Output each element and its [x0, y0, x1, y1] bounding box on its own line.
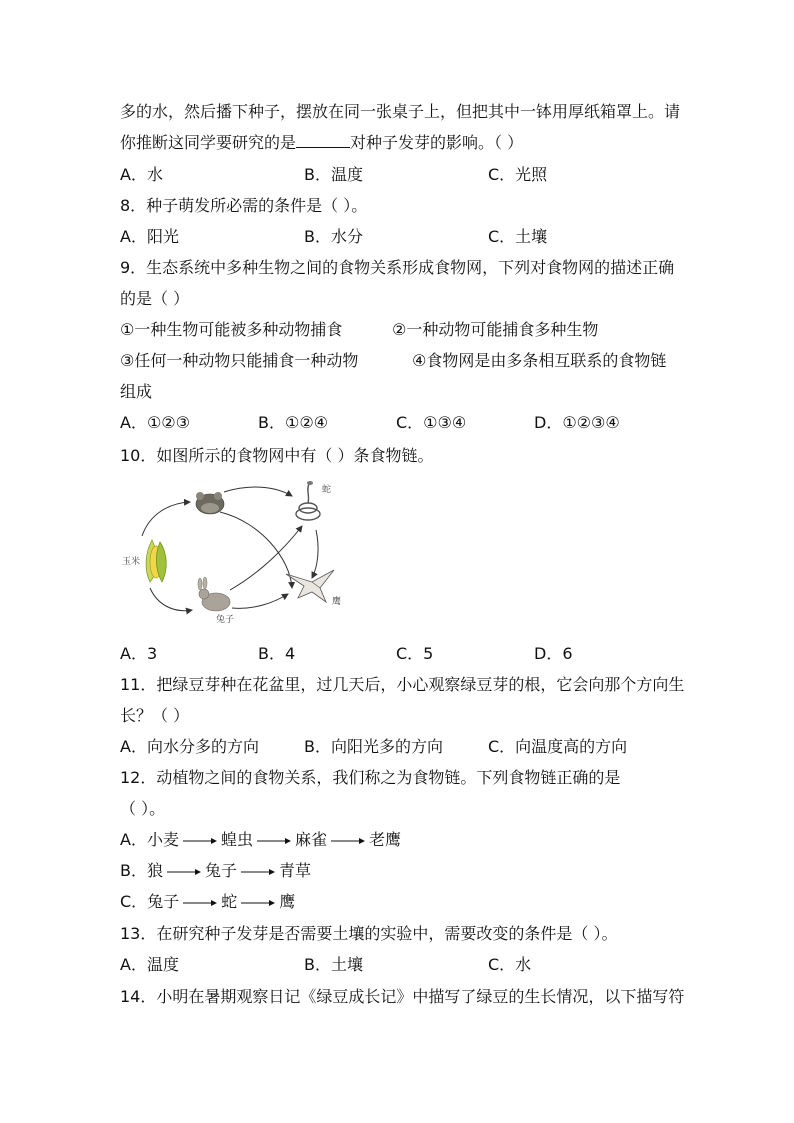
right-arrow-icon — [331, 836, 365, 846]
hawk-label: 鹰 — [332, 597, 342, 607]
q12-text-line2: （ ）。 — [120, 799, 166, 818]
q7-option-b: B．温度 — [304, 165, 363, 184]
arrow-snake-to-hawk — [312, 530, 318, 578]
q13-option-b: B．土壤 — [304, 955, 363, 974]
q11-text-line1: 11．把绿豆芽种在花盆里，过几天后，小心观察绿豆芽的根，它会向那个方向生 — [120, 675, 685, 694]
q9-option-c: C．①③④ — [396, 413, 467, 432]
q9-statement-1: ①一种生物可能被多种动物捕食 — [120, 320, 343, 339]
q10-option-c: C．5 — [396, 644, 434, 663]
q13-option-c: C．水 — [488, 955, 532, 974]
chain-item: 狼 — [146, 861, 163, 880]
q7-text-part2: 对种子发芽的影响。（ ） — [350, 133, 524, 152]
arrow-corn-to-rabbit — [150, 588, 192, 611]
q10-option-b: B．4 — [258, 644, 296, 663]
arrow-corn-to-mouse — [142, 502, 190, 536]
right-arrow-icon — [167, 867, 201, 877]
snake-icon — [296, 481, 320, 520]
q9-option-a: A．①②③ — [120, 413, 190, 432]
q11-option-b: B．向阳光多的方向 — [304, 737, 443, 756]
chain-item: 麻雀 — [294, 830, 327, 849]
right-arrow-icon — [183, 836, 217, 846]
q7-text-line1: 多的水，然后播下种子，摆放在同一张桌子上，但把其中一钵用厚纸箱罩上。请 — [120, 102, 681, 121]
q12-option-c-prefix: C． — [120, 892, 148, 911]
q12-option-a — [120, 830, 401, 850]
corn-label: 玉米 — [122, 557, 141, 567]
q8-option-c: C．土壤 — [488, 227, 548, 246]
q8-text: 8．种子萌发所必需的条件是（ ）。 — [120, 196, 368, 215]
q11-option-a: A．向水分多的方向 — [120, 737, 259, 756]
q12-text-line1: 12．动植物之间的食物关系，我们称之为食物链。下列食物链正确的是 — [120, 768, 621, 787]
q8-option-a: A．阳光 — [120, 227, 179, 246]
q9-statement-3: ③任何一种动物只能捕食一种动物 — [120, 351, 359, 370]
q7-blank — [296, 133, 350, 148]
chain-item: 蝗虫 — [220, 830, 253, 849]
q12-option-c — [120, 892, 295, 912]
q12-option-b-prefix: B． — [120, 861, 147, 880]
chain-item: 老鹰 — [369, 830, 402, 849]
chain-item: 兔子 — [205, 861, 238, 880]
q10-option-d: D．6 — [534, 644, 573, 663]
q9-statement-4: ④食物网是由多条相互联系的食物链 — [412, 351, 667, 370]
right-arrow-icon — [241, 898, 275, 908]
arrow-rabbit-to-hawk — [232, 594, 288, 608]
chain-item: 青草 — [279, 861, 312, 880]
chain-item: 小麦 — [146, 830, 179, 849]
q7-option-a: A．水 — [120, 165, 163, 184]
q13-text: 13．在研究种子发芽是否需要土壤的实验中，需要改变的条件是（ ）。 — [120, 924, 618, 943]
snake-label: 蛇 — [322, 485, 332, 495]
right-arrow-icon — [241, 867, 275, 877]
q14-text: 14．小明在暑期观察日记《绿豆成长记》中描写了绿豆的生长情况，以下描写符 — [120, 987, 685, 1006]
q11-option-c: C．向温度高的方向 — [488, 737, 628, 756]
q8-option-b: B．水分 — [304, 227, 363, 246]
q10-option-a: A．3 — [120, 644, 158, 663]
right-arrow-icon — [183, 898, 217, 908]
corn-icon — [146, 540, 166, 582]
q7-text-line2 — [120, 133, 523, 153]
mouse-icon — [196, 492, 224, 514]
chain-item: 兔子 — [147, 892, 180, 911]
q9-option-b: B．①②④ — [258, 413, 329, 432]
q12-option-b — [120, 861, 311, 881]
right-arrow-icon — [257, 836, 291, 846]
chain-item: 鹰 — [279, 892, 296, 911]
q7-text-part1: 你推断这同学要研究的是 — [120, 133, 297, 152]
rabbit-icon — [198, 577, 230, 611]
hawk-icon — [286, 570, 334, 602]
q10-text: 10．如图所示的食物网中有（ ）条食物链。 — [120, 446, 434, 465]
q9-statement-2: ②一种动物可能捕食多种生物 — [392, 320, 599, 339]
q13-option-a: A．温度 — [120, 955, 179, 974]
q9-statement-4-cont: 组成 — [120, 382, 153, 401]
arrow-mouse-to-snake — [224, 487, 292, 496]
q9-text-line2: 的是（ ） — [120, 289, 190, 308]
chain-item: 蛇 — [221, 892, 238, 911]
q12-option-a-prefix: A． — [120, 830, 147, 849]
q9-option-d: D．①②③④ — [534, 413, 620, 432]
rabbit-label: 兔子 — [216, 615, 235, 625]
q9-text-line1: 9．生态系统中多种生物之间的食物关系形成食物网，下列对食物网的描述正确 — [120, 258, 675, 277]
food-web-figure — [120, 478, 360, 628]
q11-text-line2: 长？（ ） — [120, 706, 190, 725]
q7-option-c: C．光照 — [488, 165, 548, 184]
